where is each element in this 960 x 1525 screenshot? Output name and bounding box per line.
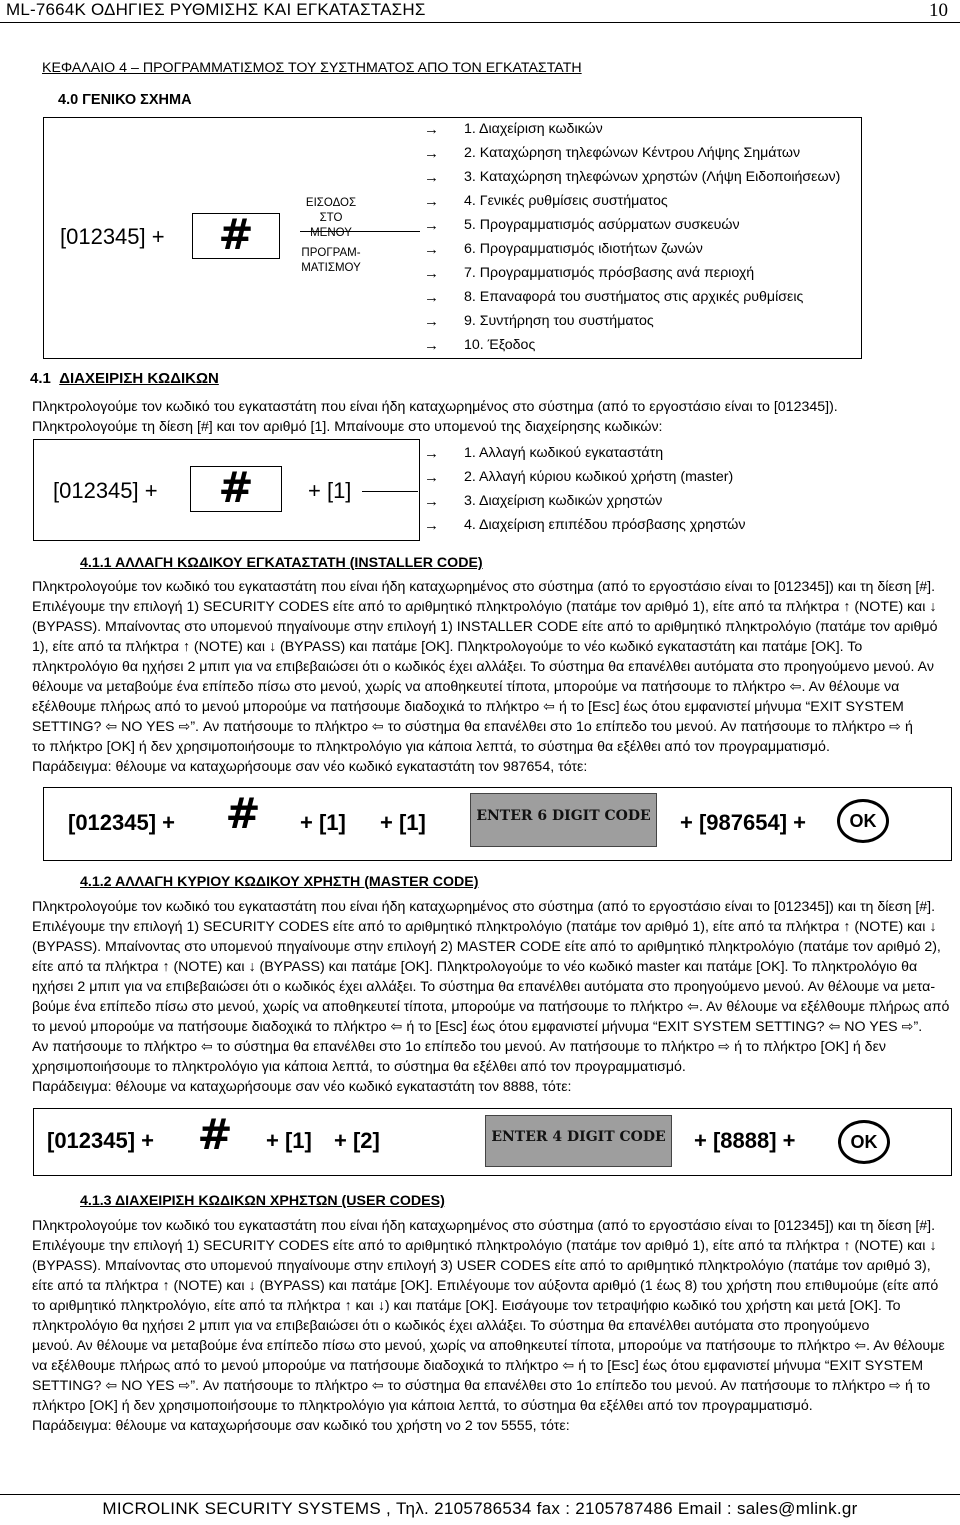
chapter-title: ΚΕΦΑΛΑΙΟ 4 – ΠΡΟΓΡΑΜΜΑΤΙΣΜΟΣ ΤΟΥ ΣΥΣΤΗΜΑΤΟΣ ΑΠΟ ΤΟΝ ΕΓΚΑΤΑΣΤΑΤΗ <box>42 60 582 76</box>
section-4-1-2-text: Πληκτρολογούμε τον κωδικό του εγκαταστάτη που είναι ήδη καταχωρημένος στο σύστημα (από το εργοστάσιο είναι το [012345]) και τη δίεση [#]. Επιλέγουμε την επιλογή 1) SECURITY CODES είτε από το αριθμητικό πληκτρολόγιο (πατάμε τον αριθμό 1), είτε από τα πλήκτρα ↑ (NOTE) και ↓ (BYPASS). Μπαίνοντας στο υπομενού πηγαίνουμε στην επιλογή 2) MASTER CODE είτε από το αριθμητικό πληκτρολόγιο (πατάμε τον αριθμό 2), είτε από τα πλήκτρα ↑ (NOTE) και ↓ (BYPASS) και πατάμε [OK]. Πληκτρολογούμε το νέο κωδικό master και πατάμε [OK]. Το πληκτρολόγιο θα ηχήσει 2 μπιπ για να επιβεβαιώσει ότι ο κωδικός έχει αλλάξει. Το σύστημα θα επανέλθει αυτόματα στο προηγούμενο μενού. Αν θέλουμε να μετα- βούμε ένα επίπεδο πίσω στο μενού, χωρίς να αποθηκευτεί τίποτα, μπορούμε να πατήσουμε το πλήκτρο ⇦. Αν θέλουμε να εξέλθουμε πλήρως από το μενού μπορούμε να πατήσουμε διαδοχικά το πλήκτρο ⇦ ή το [Esc] έως ότου εμφανιστεί μήνυμα “EXIT SYSTEM SETTING? ⇦ NO YES ⇨”. Αν πατήσουμε το πλήκτρο ⇦ το σύστημα θα επανέλθει στο 1ο επίπεδο του μενού. Αν πατήσουμε το πλήκτρο ⇨ ή το πλήκτρο [OK] ή δεν χρησιμοποιήσουμε το πληκτρολόγιο για κάποια λεπτά, το σύστημα θα εξέλθει από τον προγραμματισμό. Παράδειγμα: θέλουμε να καταχωρήσουμε σαν νέο κωδικό εγκαταστάτη τον 8888, τότε: <box>32 899 950 1095</box>
example-code-label: [012345] + <box>68 810 176 835</box>
menu-item: → 3. Διαχείριση κωδικών χρηστών <box>420 489 860 513</box>
menu-item: → 1. Διαχείριση κωδικών <box>420 117 860 141</box>
installer-code-label: [012345] + <box>60 224 165 249</box>
example-key-2: + [2] <box>334 1128 380 1153</box>
section-4-1-title: 4.1 ΔΙΑΧΕΙΡΙΣΗ ΚΩΔΙΚΩΝ <box>30 370 219 387</box>
section-4-1-1-text: Πληκτρολογούμε τον κωδικό του εγκαταστάτη που είναι ήδη καταχωρημένος στο σύστημα (από το εργοστάσιο είναι το [012345]) και τη δίεση [#]. Επιλέγουμε την επιλογή 1) SECURITY CODES είτε από το αριθμητικό πληκτρολόγιο (πατάμε τον αριθμό 1), είτε από τα πλήκτρα ↑ (NOTE) και ↓ (BYPASS). Μπαίνοντας στο υπομενού πηγαίνουμε στην επιλογή 1) INSTALLER CODE είτε από το αριθμητικό πληκτρολόγιο (πατάμε τον αριθμό 1), είτε από τα πλήκτρα ↑ (NOTE) και ↓ (BYPASS) και πατάμε [OK]. Πληκτρολογούμε το νέο κωδικό εγκαταστάτη και πατάμε [OK]. Το πληκτρολόγιο θα ηχήσει 2 μπιπ για να επιβεβαιώσει ότι ο κωδικός έχει αλλάξει. Το σύστημα θα επανέλθει αυτόματα στο προηγούμενο μενού. Αν θέλουμε να μεταβούμε ένα επίπεδο πίσω στο μενού, χωρίς να αποθηκευτεί τίποτα, μπορούμε να πατήσουμε το πλήκτρο ⇦. Αν θέλουμε να εξέλθουμε πλήρως από το μενού μπορούμε να πατήσουμε διαδοχικά το πλήκτρο ⇦ ή το [Esc] έως ότου εμφανιστεί μήνυμα “EXIT SYSTEM SETTING? ⇦ NO YES ⇨”. Αν πατήσουμε το πλήκτρο ⇦ το σύστημα θα επανέλθει στο 1ο επίπεδο του μενού. Αν πατήσουμε το πλήκτρο ⇨ ή το πλήκτρο [OK] ή δεν χρησιμοποιήσουμε το πληκτρολόγιο για κάποια λεπτά, το σύστημα θα εξέλθει από τον προγραμματισμό. Παράδειγμα: θέλουμε να καταχωρήσουμε σαν νέο κωδικό εγκαταστάτη τον 987654, τότε: <box>32 579 938 775</box>
menu-item: → 2. Αλλαγή κύριου κωδικού χρήστη (master) <box>420 465 860 489</box>
page-number: 10 <box>929 0 948 21</box>
hash-icon: # <box>218 463 254 512</box>
example-new-code: + [987654] + <box>680 810 806 835</box>
arrow-right-icon: → <box>424 516 439 534</box>
installer-code-label: [012345] + <box>53 478 158 503</box>
connector-line <box>300 231 420 232</box>
lcd-display: ENTER 4 DIGIT CODE <box>485 1115 672 1167</box>
hash-icon: # <box>218 210 254 259</box>
arrow-right-icon: → <box>424 492 439 510</box>
lcd-display: ENTER 6 DIGIT CODE <box>470 793 657 847</box>
menu-item: → 9. Συντήρηση του συστήματος <box>420 309 860 333</box>
arrow-right-icon: → <box>424 240 439 258</box>
arrow-right-icon: → <box>424 264 439 282</box>
page-footer: MICROLINK SECURITY SYSTEMS , Τηλ. 2105786534 fax : 2105787486 Email : sales@mlink.gr <box>102 1499 858 1518</box>
menu-item: → 4. Διαχείριση επιπέδου πρόσβασης χρηστών <box>420 513 860 537</box>
hash-key <box>185 1110 245 1159</box>
example-key-1: + [1] <box>266 1128 312 1153</box>
main-menu-list <box>420 117 860 357</box>
document-title: ML-7664K ΟΔΗΓΙΕΣ ΡΥΘΜΙΣΗΣ ΚΑΙ ΕΓΚΑΤΑΣΤΑΣΗΣ <box>6 0 426 19</box>
section-4-1-2-title: 4.1.2 ΑΛΛΑΓΗ ΚΥΡΙΟΥ ΚΩΔΙΚΟΥ ΧΡΗΣΤΗ (MASTER CODE) <box>80 874 479 890</box>
arrow-right-icon: → <box>424 216 439 234</box>
arrow-right-icon: → <box>424 144 439 162</box>
menu-item: → 6. Προγραμματισμός ιδιοτήτων ζωνών <box>420 237 860 261</box>
section-4-0-title: 4.0 ΓΕΝΙΚΟ ΣΧΗΜΑ <box>58 92 192 108</box>
menu-item: → 4. Γενικές ρυθμίσεις συστήματος <box>420 189 860 213</box>
menu-item: → 7. Προγραμματισμός πρόσβασης ανά περιοχή <box>420 261 860 285</box>
hash-icon: # <box>225 789 261 838</box>
key-1-label: + [1] <box>308 478 352 503</box>
menu-item: → 5. Προγραμματισμός ασύρματων συσκευών <box>420 213 860 237</box>
example-key-1: + [1] <box>300 810 346 835</box>
connector-line <box>362 491 418 492</box>
hash-key <box>190 463 282 512</box>
programming-note: ΠΡΟΓΡΑΜ- ΜΑΤΙΣΜΟΥ <box>301 247 361 274</box>
arrow-right-icon: → <box>424 336 439 354</box>
menu-item: → 2. Καταχώρηση τηλεφώνων Κέντρου Λήψης Σημάτων <box>420 141 860 165</box>
ok-button-icon: OK <box>838 1120 890 1164</box>
example-key-1b: + [1] <box>380 810 426 835</box>
arrow-right-icon: → <box>424 168 439 186</box>
hash-icon: # <box>197 1110 233 1159</box>
section-4-1-3-text: Πληκτρολογούμε τον κωδικό του εγκαταστάτη που είναι ήδη καταχωρημένος στο σύστημα (από το εργοστάσιο είναι το [012345]) και τη δίεση [#]. Επιλέγουμε την επιλογή 1) SECURITY CODES είτε από το αριθμητικό πληκτρολόγιο (πατάμε τον αριθμό 1), είτε από τα πλήκτρα ↑ (NOTE) και ↓ (BYPASS). Μπαίνοντας στο υπομενού πηγαίνουμε στην επιλογή 3) USER CODES είτε από το αριθμητικό πληκτρολόγιο (πατάμε τον αριθμό 3), είτε από τα πλήκτρα ↑ (NOTE) και ↓ (BYPASS) και πατάμε [OK]. Επιλέγουμε τον αύξοντα αριθμό (1 έως 8) του χρήστη που επιθυμούμε (είτε από το αριθμητικό πληκτρολόγιο, είτε από τα πλήκτρα ↑ και ↓) και πατάμε [OK]. Εισάγουμε τον τετραψήφιο κωδικό του χρήστη και μετά [OK]. Το πληκτρολόγιο θα ηχήσει 2 μπιπ για να επιβεβαιώσει ότι ο κωδικός έχει αλλάξει. Το σύστημα θα επανέλθει αυτόματα στο προηγούμενο μενού. Αν θέλουμε να μεταβούμε ένα επίπεδο πίσω στο μενού, χωρίς να αποθηκευτεί τίποτα, μπορούμε να πατήσουμε το πλήκτρο ⇦. Αν θέλουμε να εξέλθουμε πλήρως από το μενού μπορούμε να πατήσουμε διαδοχικά το πλήκτρο ⇦ ή το [Esc] έως ότου εμφανιστεί μήνυμα “EXIT SYSTEM SETTING? ⇦ NO YES ⇨”. Αν πατήσουμε το πλήκτρο ⇦ το σύστημα θα επανέλθει στο 1ο επίπεδο του μενού. Αν πατήσουμε το πλήκτρο ⇨ ή το πλήκτρο [OK] ή δεν χρησιμοποιήσουμε το πληκτρολόγιο για κάποια λεπτά, το σύστημα θα εξέλθει από τον προγραμματισμό. Παράδειγμα: θέλουμε να καταχωρήσουμε σαν κωδικό του χρήστη νο 2 τον 5555, τότε: <box>32 1218 945 1434</box>
arrow-right-icon: → <box>424 120 439 138</box>
hash-key <box>192 210 280 259</box>
menu-item: → 3. Καταχώρηση τηλεφώνων χρηστών (Λήψη Ειδοποιήσεων) <box>420 165 860 189</box>
menu-item: → 8. Επαναφορά του συστήματος στις αρχικές ρυθμίσεις <box>420 285 860 309</box>
example-new-code: + [8888] + <box>694 1128 796 1153</box>
menu-entry-note: ΕΙΣΟΔΟΣ ΣΤΟ ΜΕΝΟΥ <box>305 197 357 239</box>
section-4-1-3-title: 4.1.3 ΔΙΑΧΕΙΡΙΣΗ ΚΩΔΙΚΩΝ ΧΡΗΣΤΩΝ (USER CODES) <box>80 1193 445 1209</box>
menu-item: → 10. Έξοδος <box>420 333 860 357</box>
ok-button-icon: OK <box>837 799 889 843</box>
arrow-right-icon: → <box>424 468 439 486</box>
menu-item: → 1. Αλλαγή κωδικού εγκαταστάτη <box>420 441 860 465</box>
footer-divider <box>0 1494 960 1495</box>
arrow-right-icon: → <box>424 444 439 462</box>
arrow-right-icon: → <box>424 192 439 210</box>
hash-key <box>203 789 283 838</box>
code-submenu-list <box>420 441 860 537</box>
example-code-label: [012345] + <box>47 1128 155 1153</box>
arrow-right-icon: → <box>424 312 439 330</box>
section-4-1-text: Πληκτρολογούμε τον κωδικό του εγκαταστάτη που είναι ήδη καταχωρημένος στο σύστημα (από το εργοστάσιο είναι το [012345]). Πληκτρολογούμε τη δίεση [#] και τον αριθμό [1]. Μπαίνουμε στο υπομενού της διαχείρησης κωδικών: <box>32 399 838 435</box>
section-4-1-1-title: 4.1.1 ΑΛΛΑΓΗ ΚΩΔΙΚΟΥ ΕΓΚΑΤΑΣΤΑΤΗ (INSTALLER CODE) <box>80 555 483 571</box>
arrow-right-icon: → <box>424 288 439 306</box>
